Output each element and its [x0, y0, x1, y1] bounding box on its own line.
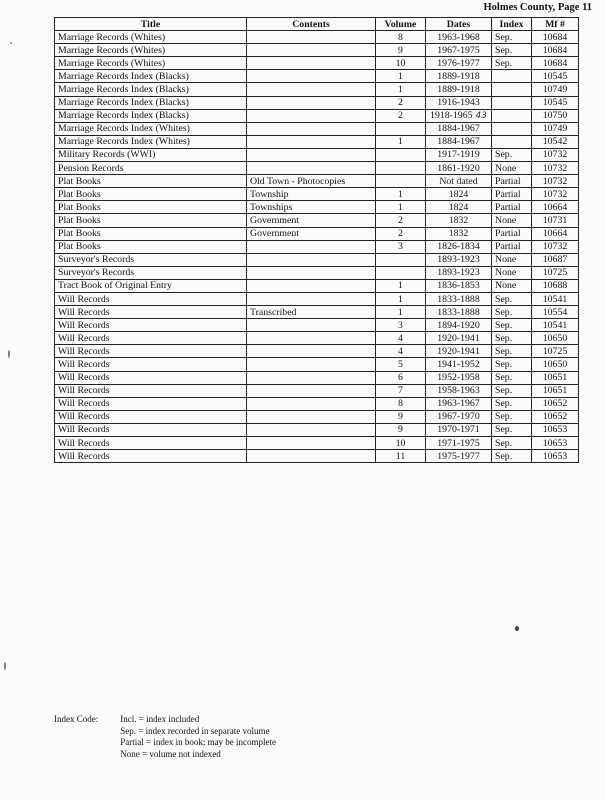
cell-volume: 9 — [376, 44, 426, 57]
cell-title: Will Records — [55, 450, 247, 463]
table-row — [55, 148, 579, 161]
cell-volume: 2 — [376, 227, 426, 240]
cell-index — [492, 122, 532, 135]
cell-dates: 1832 — [426, 227, 492, 240]
cell-contents: Townships — [247, 201, 376, 214]
cell-dates: 1967-1970 — [426, 410, 492, 423]
cell-contents — [247, 44, 376, 57]
table-row — [55, 227, 579, 240]
cell-dates: 1963-1967 — [426, 397, 492, 410]
cell-volume: 3 — [376, 240, 426, 253]
cell-index: None — [492, 266, 532, 279]
cell-dates: 1824 — [426, 188, 492, 201]
table-row — [55, 70, 579, 83]
cell-contents — [247, 135, 376, 148]
scan-speck — [4, 662, 6, 670]
cell-contents — [247, 162, 376, 175]
cell-index: Sep. — [492, 332, 532, 345]
cell-contents: Old Town - Photocopies — [247, 175, 376, 188]
cell-index: Sep. — [492, 319, 532, 332]
cell-volume: 1 — [376, 292, 426, 305]
cell-contents — [247, 31, 376, 44]
cell-title: Plat Books — [55, 214, 247, 227]
cell-index: Sep. — [492, 450, 532, 463]
cell-contents — [247, 83, 376, 96]
cell-title: Marriage Records Index (Blacks) — [55, 109, 247, 122]
column-header-index: Index — [492, 18, 532, 31]
cell-index: Sep. — [492, 437, 532, 450]
cell-mf: 10650 — [532, 332, 579, 345]
scan-speck — [10, 42, 12, 44]
table-row — [55, 306, 579, 319]
cell-title: Will Records — [55, 397, 247, 410]
cell-index: Sep. — [492, 423, 532, 436]
cell-mf: 10732 — [532, 175, 579, 188]
cell-title: Surveyor's Records — [55, 266, 247, 279]
cell-mf: 10750 — [532, 109, 579, 122]
table-header-row — [55, 18, 579, 31]
cell-title: Plat Books — [55, 188, 247, 201]
table-row — [55, 44, 579, 57]
cell-volume: 1 — [376, 135, 426, 148]
cell-title: Will Records — [55, 410, 247, 423]
cell-title: Military Records (WWI) — [55, 148, 247, 161]
cell-title: Marriage Records Index (Whites) — [55, 135, 247, 148]
cell-dates: 1967-1975 — [426, 44, 492, 57]
cell-title: Plat Books — [55, 201, 247, 214]
cell-index: None — [492, 253, 532, 266]
records-table — [54, 17, 579, 463]
cell-contents — [247, 240, 376, 253]
cell-contents — [247, 450, 376, 463]
cell-mf: 10554 — [532, 306, 579, 319]
cell-volume: 4 — [376, 332, 426, 345]
table-row — [55, 358, 579, 371]
cell-contents — [247, 397, 376, 410]
cell-mf: 10732 — [532, 162, 579, 175]
table-row — [55, 57, 579, 70]
cell-index: Sep. — [492, 306, 532, 319]
cell-contents — [247, 70, 376, 83]
cell-mf: 10725 — [532, 345, 579, 358]
table-row — [55, 450, 579, 463]
column-header-contents: Contents — [247, 18, 376, 31]
cell-volume: 11 — [376, 450, 426, 463]
cell-mf: 10653 — [532, 437, 579, 450]
cell-mf: 10684 — [532, 44, 579, 57]
cell-title: Surveyor's Records — [55, 253, 247, 266]
cell-title: Plat Books — [55, 240, 247, 253]
cell-volume — [376, 148, 426, 161]
cell-contents — [247, 437, 376, 450]
cell-index — [492, 96, 532, 109]
cell-index: Sep. — [492, 44, 532, 57]
cell-title: Marriage Records Index (Blacks) — [55, 83, 247, 96]
cell-title: Will Records — [55, 358, 247, 371]
cell-index: Sep. — [492, 410, 532, 423]
table-row — [55, 423, 579, 436]
cell-dates: 1971-1975 — [426, 437, 492, 450]
cell-volume: 6 — [376, 371, 426, 384]
cell-index: Sep. — [492, 31, 532, 44]
cell-title: Marriage Records Index (Whites) — [55, 122, 247, 135]
page-header: Holmes County, Page 11 — [483, 2, 592, 13]
cell-index: None — [492, 214, 532, 227]
cell-mf: 10545 — [532, 96, 579, 109]
cell-volume — [376, 253, 426, 266]
cell-volume: 1 — [376, 83, 426, 96]
cell-index: Partial — [492, 175, 532, 188]
cell-contents: Transcribed — [247, 306, 376, 319]
cell-title: Marriage Records Index (Blacks) — [55, 96, 247, 109]
cell-dates: 1893-1923 — [426, 266, 492, 279]
cell-mf: 10664 — [532, 201, 579, 214]
cell-mf: 10749 — [532, 122, 579, 135]
cell-index: None — [492, 162, 532, 175]
cell-contents: Government — [247, 227, 376, 240]
cell-volume: 8 — [376, 31, 426, 44]
cell-title: Marriage Records (Whites) — [55, 31, 247, 44]
cell-title: Marriage Records (Whites) — [55, 57, 247, 70]
cell-dates: 1920-1941 — [426, 345, 492, 358]
cell-volume: 8 — [376, 397, 426, 410]
cell-dates: 1861-1920 — [426, 162, 492, 175]
cell-mf: 10732 — [532, 188, 579, 201]
cell-title: Will Records — [55, 306, 247, 319]
cell-volume — [376, 175, 426, 188]
cell-volume: 1 — [376, 188, 426, 201]
cell-index: None — [492, 279, 532, 292]
cell-mf: 10749 — [532, 83, 579, 96]
cell-mf: 10684 — [532, 57, 579, 70]
scan-speck — [515, 626, 519, 631]
cell-contents — [247, 345, 376, 358]
table-row — [55, 109, 579, 122]
cell-volume: 10 — [376, 437, 426, 450]
cell-mf: 10651 — [532, 371, 579, 384]
table-row — [55, 266, 579, 279]
cell-index — [492, 83, 532, 96]
cell-mf: 10731 — [532, 214, 579, 227]
cell-mf: 10650 — [532, 358, 579, 371]
cell-title: Will Records — [55, 332, 247, 345]
cell-mf: 10688 — [532, 279, 579, 292]
cell-mf: 10664 — [532, 227, 579, 240]
cell-contents — [247, 358, 376, 371]
cell-mf: 10684 — [532, 31, 579, 44]
cell-contents: Government — [247, 214, 376, 227]
cell-mf: 10541 — [532, 319, 579, 332]
cell-volume: 2 — [376, 96, 426, 109]
table-row — [55, 437, 579, 450]
cell-mf: 10652 — [532, 410, 579, 423]
cell-mf: 10653 — [532, 450, 579, 463]
legend-entry: None = volume not indexed — [120, 748, 221, 759]
cell-dates: 1884-1967 — [426, 135, 492, 148]
cell-title: Pension Records — [55, 162, 247, 175]
cell-title: Will Records — [55, 371, 247, 384]
cell-mf: 10732 — [532, 240, 579, 253]
cell-title: Tract Book of Original Entry — [55, 279, 247, 292]
handwritten-annotation: 43 — [475, 110, 487, 121]
cell-contents — [247, 423, 376, 436]
column-header-title: Title — [55, 18, 247, 31]
cell-dates: 1963-1968 — [426, 31, 492, 44]
cell-contents — [247, 57, 376, 70]
cell-dates: 1952-1958 — [426, 371, 492, 384]
cell-title: Will Records — [55, 292, 247, 305]
column-header-volume: Volume — [376, 18, 426, 31]
table-row — [55, 319, 579, 332]
table-row — [55, 279, 579, 292]
cell-volume: 10 — [376, 57, 426, 70]
cell-index: Sep. — [492, 384, 532, 397]
legend-label: Index Code: — [54, 714, 99, 724]
cell-index — [492, 135, 532, 148]
cell-volume: 1 — [376, 70, 426, 83]
table-row — [55, 31, 579, 44]
cell-title: Plat Books — [55, 227, 247, 240]
cell-volume: 2 — [376, 214, 426, 227]
cell-dates: 1833-1888 — [426, 292, 492, 305]
table-row — [55, 384, 579, 397]
legend-entry: Partial = index in book; may be incomplete — [120, 737, 277, 747]
cell-contents — [247, 96, 376, 109]
cell-volume: 4 — [376, 345, 426, 358]
table-row — [55, 83, 579, 96]
legend-entry: Sep. = index recorded in separate volume — [120, 725, 270, 736]
cell-index: Partial — [492, 188, 532, 201]
cell-contents — [247, 122, 376, 135]
cell-mf: 10732 — [532, 148, 579, 161]
cell-volume: 9 — [376, 410, 426, 423]
cell-index: Sep. — [492, 371, 532, 384]
cell-volume: 7 — [376, 384, 426, 397]
cell-index — [492, 109, 532, 122]
cell-mf: 10542 — [532, 135, 579, 148]
legend-entries — [120, 714, 276, 760]
cell-title: Will Records — [55, 319, 247, 332]
index-code-legend — [54, 714, 276, 760]
cell-mf: 10687 — [532, 253, 579, 266]
cell-mf: 10651 — [532, 384, 579, 397]
cell-dates: 1824 — [426, 201, 492, 214]
cell-index: Sep. — [492, 292, 532, 305]
cell-index — [492, 70, 532, 83]
cell-index: Sep. — [492, 345, 532, 358]
cell-dates: 1941-1952 — [426, 358, 492, 371]
cell-dates: 1832 — [426, 214, 492, 227]
cell-volume: 2 — [376, 109, 426, 122]
cell-title: Will Records — [55, 384, 247, 397]
cell-contents — [247, 410, 376, 423]
table-row — [55, 371, 579, 384]
cell-contents — [247, 148, 376, 161]
cell-title: Marriage Records Index (Blacks) — [55, 70, 247, 83]
cell-volume: 3 — [376, 319, 426, 332]
column-header-dates: Dates — [426, 18, 492, 31]
table-row — [55, 214, 579, 227]
column-header-mf: Mf # — [532, 18, 579, 31]
table-row — [55, 188, 579, 201]
cell-dates: 1894-1920 — [426, 319, 492, 332]
cell-mf: 10725 — [532, 266, 579, 279]
cell-dates: 1889-1918 — [426, 83, 492, 96]
cell-dates: 1976-1977 — [426, 57, 492, 70]
cell-contents — [247, 319, 376, 332]
cell-index: Sep. — [492, 397, 532, 410]
cell-title: Will Records — [55, 345, 247, 358]
cell-mf: 10545 — [532, 70, 579, 83]
table-row — [55, 332, 579, 345]
table-row — [55, 135, 579, 148]
cell-contents — [247, 292, 376, 305]
cell-dates: 1836-1853 — [426, 279, 492, 292]
table-row — [55, 175, 579, 188]
cell-contents — [247, 384, 376, 397]
cell-contents: Township — [247, 188, 376, 201]
scan-speck — [8, 350, 10, 358]
cell-index: Sep. — [492, 57, 532, 70]
cell-dates: 1917-1919 — [426, 148, 492, 161]
cell-dates: 1916-1943 — [426, 96, 492, 109]
cell-volume: 5 — [376, 358, 426, 371]
table-row — [55, 201, 579, 214]
cell-volume: 1 — [376, 279, 426, 292]
cell-contents — [247, 266, 376, 279]
cell-dates: 1975-1977 — [426, 450, 492, 463]
table-row — [55, 410, 579, 423]
table-row — [55, 292, 579, 305]
cell-mf: 10653 — [532, 423, 579, 436]
cell-mf: 10652 — [532, 397, 579, 410]
cell-dates: Not dated — [426, 175, 492, 188]
cell-volume: 9 — [376, 423, 426, 436]
table-row — [55, 253, 579, 266]
cell-title: Will Records — [55, 423, 247, 436]
cell-dates: 1970-1971 — [426, 423, 492, 436]
cell-index: Sep. — [492, 358, 532, 371]
cell-dates: 1893-1923 — [426, 253, 492, 266]
cell-contents — [247, 279, 376, 292]
table-row — [55, 345, 579, 358]
table-row — [55, 240, 579, 253]
table-row — [55, 162, 579, 175]
cell-volume — [376, 162, 426, 175]
legend-entry: Incl. = index included — [120, 714, 200, 724]
cell-mf: 10541 — [532, 292, 579, 305]
cell-contents — [247, 109, 376, 122]
cell-dates: 1918-1965 43 — [426, 109, 492, 122]
cell-index: Sep. — [492, 148, 532, 161]
cell-dates: 1833-1888 — [426, 306, 492, 319]
cell-volume — [376, 266, 426, 279]
cell-index: Partial — [492, 240, 532, 253]
cell-volume: 1 — [376, 201, 426, 214]
cell-index: Partial — [492, 227, 532, 240]
cell-volume — [376, 122, 426, 135]
cell-contents — [247, 332, 376, 345]
cell-dates: 1958-1963 — [426, 384, 492, 397]
cell-title: Plat Books — [55, 175, 247, 188]
cell-dates: 1884-1967 — [426, 122, 492, 135]
cell-dates: 1920-1941 — [426, 332, 492, 345]
table-row — [55, 122, 579, 135]
cell-contents — [247, 253, 376, 266]
cell-volume: 1 — [376, 306, 426, 319]
cell-contents — [247, 371, 376, 384]
cell-index: Partial — [492, 201, 532, 214]
cell-dates: 1826-1834 — [426, 240, 492, 253]
cell-title: Marriage Records (Whites) — [55, 44, 247, 57]
table-row — [55, 397, 579, 410]
table-row — [55, 96, 579, 109]
cell-title: Will Records — [55, 437, 247, 450]
cell-dates: 1889-1918 — [426, 70, 492, 83]
